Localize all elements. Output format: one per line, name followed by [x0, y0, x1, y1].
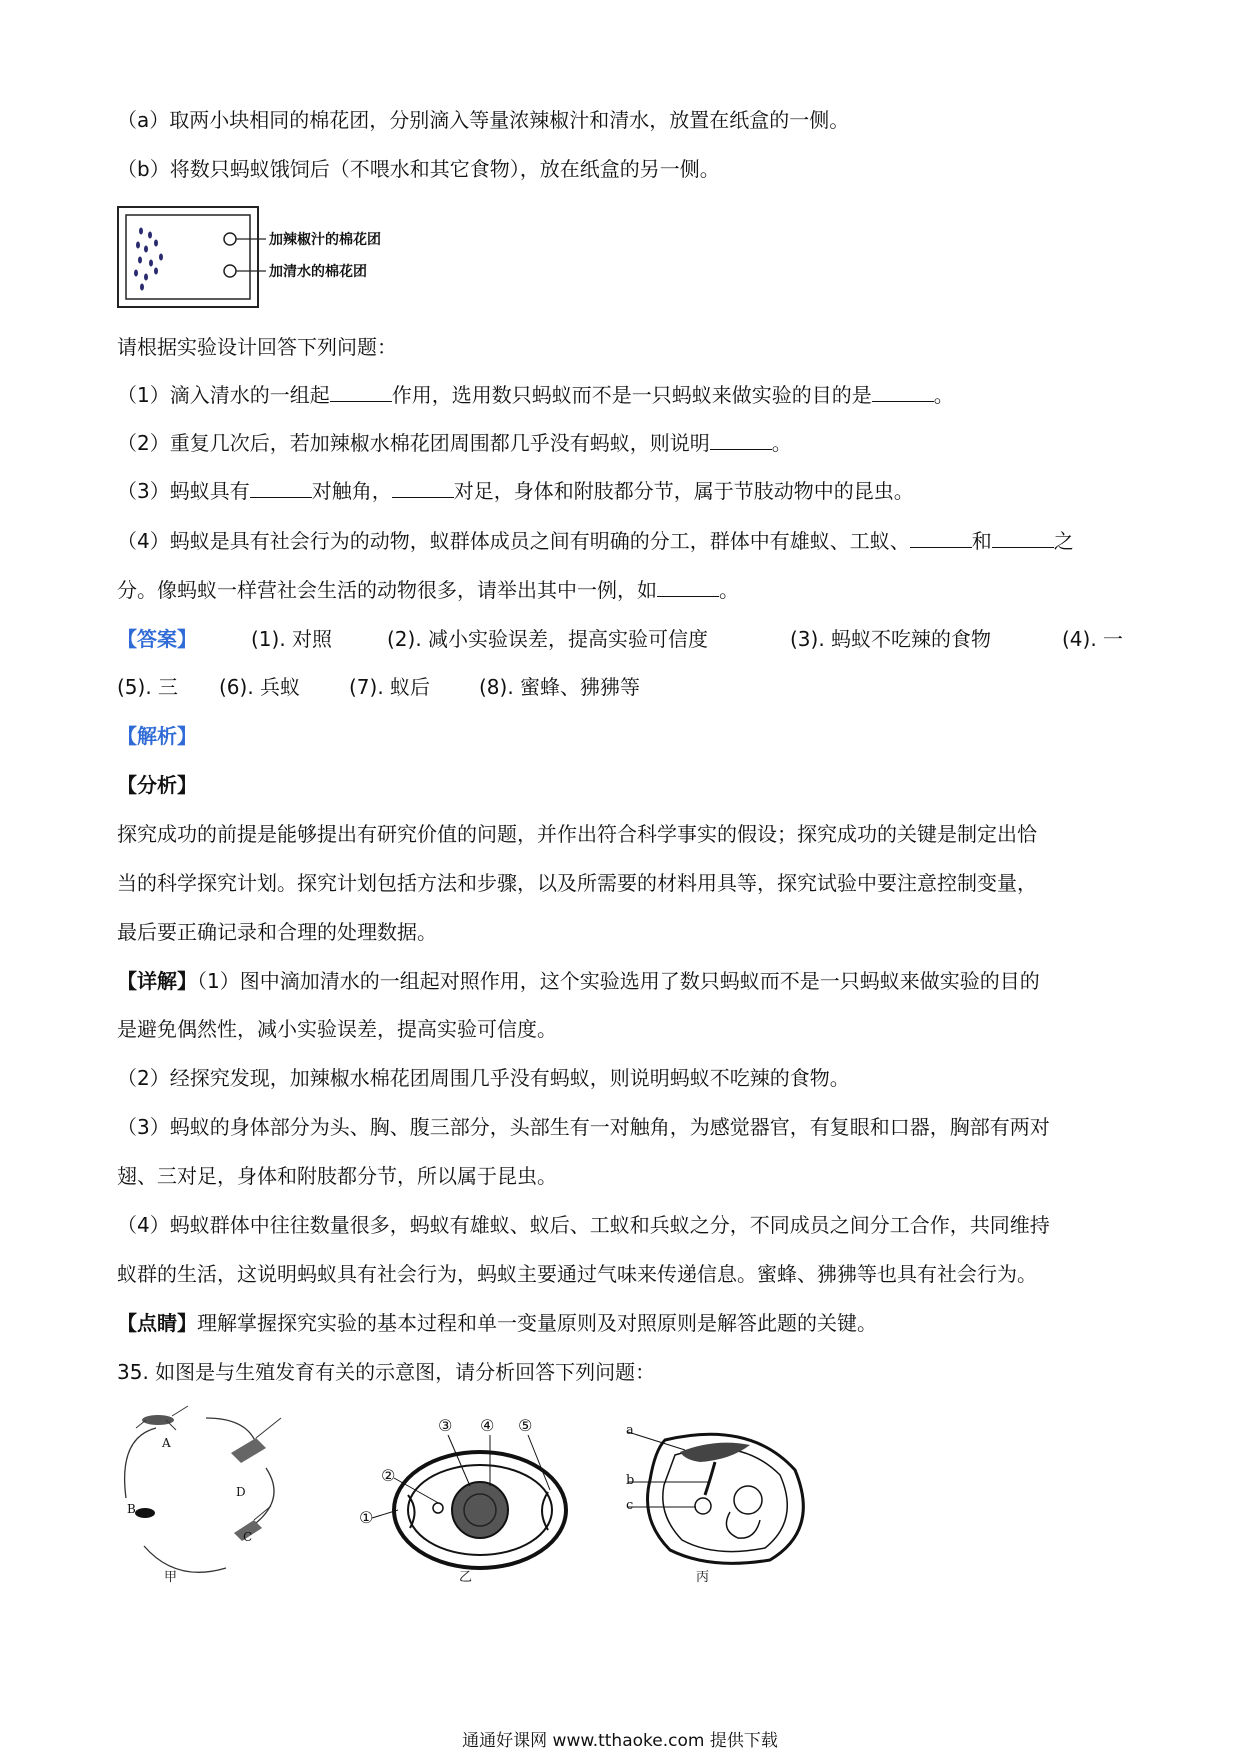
yolk-icon	[452, 1482, 508, 1538]
q2-text-b: 。	[771, 431, 792, 455]
fenxi-line-3: 最后要正确记录和合理的处理数据。	[117, 920, 437, 944]
egg-label-5: ⑤	[518, 1416, 533, 1435]
detail-4-line-1: （4）蚂蚁群体中往往数量很多，蚂蚁有雄蚁、蚁后、工蚁和兵蚁之分，不同成员之间分工合作，共同维持	[117, 1213, 1050, 1237]
q1-blank-2	[872, 383, 934, 402]
answer-7: (7). 蚁后	[349, 675, 431, 699]
grasshopper-life-cycle-figure	[116, 1398, 316, 1588]
step-b: （b）将数只蚂蚁饿饲后（不喂水和其它食物），放在纸盒的另一侧。	[117, 157, 720, 181]
answer-3: (3). 蚂蚁不吃辣的食物	[790, 627, 992, 651]
figure-bing-caption: 丙	[696, 1570, 710, 1585]
detail-3-line-1: （3）蚂蚁的身体部分为头、胸、腹三部分，头部生有一对触角，为感觉器官，有复眼和口器，胸部有两对	[117, 1115, 1050, 1139]
q4-text-e: 。	[719, 578, 739, 602]
answer-tag: 【答案】	[117, 627, 197, 651]
nymph-small-icon	[234, 1506, 271, 1541]
ants-group	[134, 228, 163, 291]
ant-box-figure	[116, 205, 416, 310]
question-4-cont	[117, 575, 739, 605]
q1-text-c: 。	[933, 383, 954, 407]
q4-blank-1	[910, 529, 972, 548]
answer-5: (5). 三	[117, 675, 179, 699]
embryo-figure	[620, 1420, 820, 1570]
answer-8: (8). 蜜蜂、狒狒等	[479, 675, 641, 699]
answer-6: (6). 兵蚁	[219, 675, 301, 699]
q3-blank-2	[392, 479, 454, 498]
egg-icon	[135, 1508, 155, 1518]
stage-label-a: A	[162, 1436, 171, 1450]
answer-4: (4). 一	[1062, 627, 1124, 651]
dianjing-tag: 【点睛】	[117, 1311, 197, 1335]
detail-1-line-1	[117, 966, 1040, 996]
fenxi-line-2: 当的科学探究计划。探究计划包括方法和步骤，以及所需要的材料用具等，探究试验中要注意控制变量，	[117, 871, 1037, 895]
stage-label-c: C	[243, 1530, 253, 1544]
dianjing-text: 理解掌握探究实验的基本过程和单一变量原则及对照原则是解答此题的关键。	[197, 1311, 877, 1335]
q4-text-b: 和	[971, 529, 992, 553]
q4-text-a: （4）蚂蚁是具有社会行为的动物，蚁群体成员之间有明确的分工，群体中有雄蚁、工蚁、	[117, 529, 910, 553]
page-footer: 通通好课网 www.tthaoke.com 提供下载	[462, 1731, 778, 1751]
q4-blank-2	[992, 529, 1054, 548]
label-water-cotton: 加清水的棉花团	[269, 264, 367, 280]
xiangjie-tag: 【详解】	[117, 969, 197, 993]
fetus-icon	[726, 1486, 762, 1538]
egg-label-4: ④	[480, 1416, 495, 1435]
adult-grasshopper-icon	[136, 1406, 188, 1430]
q4-text-c: 之	[1053, 529, 1074, 553]
q1-blank-1	[330, 383, 392, 402]
question-1	[117, 380, 954, 410]
q2-blank	[710, 431, 772, 450]
figure-jia-caption: 甲	[164, 1570, 178, 1585]
q3-text-b: 对触角，	[311, 479, 392, 503]
q3-text-a: （3）蚂蚁具有	[117, 479, 250, 503]
q1-text-b: 作用，选用数只蚂蚁而不是一只蚂蚁来做实验的目的是	[391, 383, 872, 407]
q2-text-a: （2）重复几次后，若加辣椒水棉花团周围都几乎没有蚂蚁，则说明	[117, 431, 710, 455]
figure-yi-caption: 乙	[459, 1570, 473, 1585]
embryo-label-a: a	[626, 1423, 634, 1438]
question-3	[117, 476, 914, 506]
egg-structure-figure	[350, 1420, 580, 1580]
q3-text-c: 对足，身体和附肢都分节，属于节肢动物中的昆虫。	[453, 479, 914, 503]
question-2	[117, 428, 792, 458]
label-pepper-cotton: 加辣椒汁的棉花团	[269, 232, 381, 248]
detail-4-line-2: 蚁群的生活，这说明蚂蚁具有社会行为，蚂蚁主要通过气味来传递信息。蜜蜂、狒狒等也具有社会行为。	[117, 1262, 1037, 1286]
placenta-icon	[680, 1443, 750, 1462]
egg-label-1: ①	[359, 1508, 374, 1527]
question-35: 35. 如图是与生殖发育有关的示意图，请分析回答下列问题：	[117, 1360, 656, 1384]
stage-label-d: D	[236, 1485, 246, 1499]
step-a: （a）取两小块相同的棉花团，分别滴入等量浓辣椒汁和清水，放置在纸盒的一侧。	[117, 108, 850, 132]
q4-blank-3	[657, 578, 719, 597]
pepper-cotton-ball	[224, 233, 236, 245]
egg-label-3: ③	[438, 1416, 453, 1435]
analysis-tag: 【解析】	[117, 724, 197, 748]
q3-blank-1	[250, 479, 312, 498]
q1-text-a: （1）滴入清水的一组起	[117, 383, 330, 407]
prompt: 请根据实验设计回答下列问题：	[117, 335, 397, 359]
water-cotton-ball	[224, 265, 236, 277]
q4-text-d: 分。像蚂蚁一样营社会生活的动物很多，请举出其中一例，如	[117, 578, 657, 602]
answer-1: (1). 对照	[251, 627, 333, 651]
detail-1-text: （1）图中滴加清水的一组起对照作用，这个实验选用了数只蚂蚁而不是一只蚂蚁来做实验的目的	[197, 969, 1040, 993]
question-4	[117, 526, 1074, 556]
dianjing-line	[117, 1308, 877, 1338]
fenxi-tag: 【分析】	[117, 773, 197, 797]
fenxi-line-1: 探究成功的前提是能够提出有研究价值的问题，并作出符合科学事实的假设；探究成功的关键是制定出恰	[117, 822, 1037, 846]
detail-2: （2）经探究发现，加辣椒水棉花团周围几乎没有蚂蚁，则说明蚂蚁不吃辣的食物。	[117, 1066, 850, 1090]
umbilical-cord-icon	[705, 1462, 715, 1495]
answer-line-1	[117, 624, 1124, 654]
answer-2: (2). 减小实验误差，提高实验可信度	[387, 627, 709, 651]
detail-3-line-2: 翅、三对足，身体和附肢都分节，所以属于昆虫。	[117, 1164, 557, 1188]
stage-label-b: B	[127, 1502, 136, 1516]
egg-label-2: ②	[381, 1466, 396, 1485]
detail-1-line-2: 是避免偶然性，减小实验误差，提高实验可信度。	[117, 1017, 557, 1041]
embryo-label-c: c	[626, 1498, 634, 1513]
embryo-label-b: b	[626, 1473, 635, 1488]
